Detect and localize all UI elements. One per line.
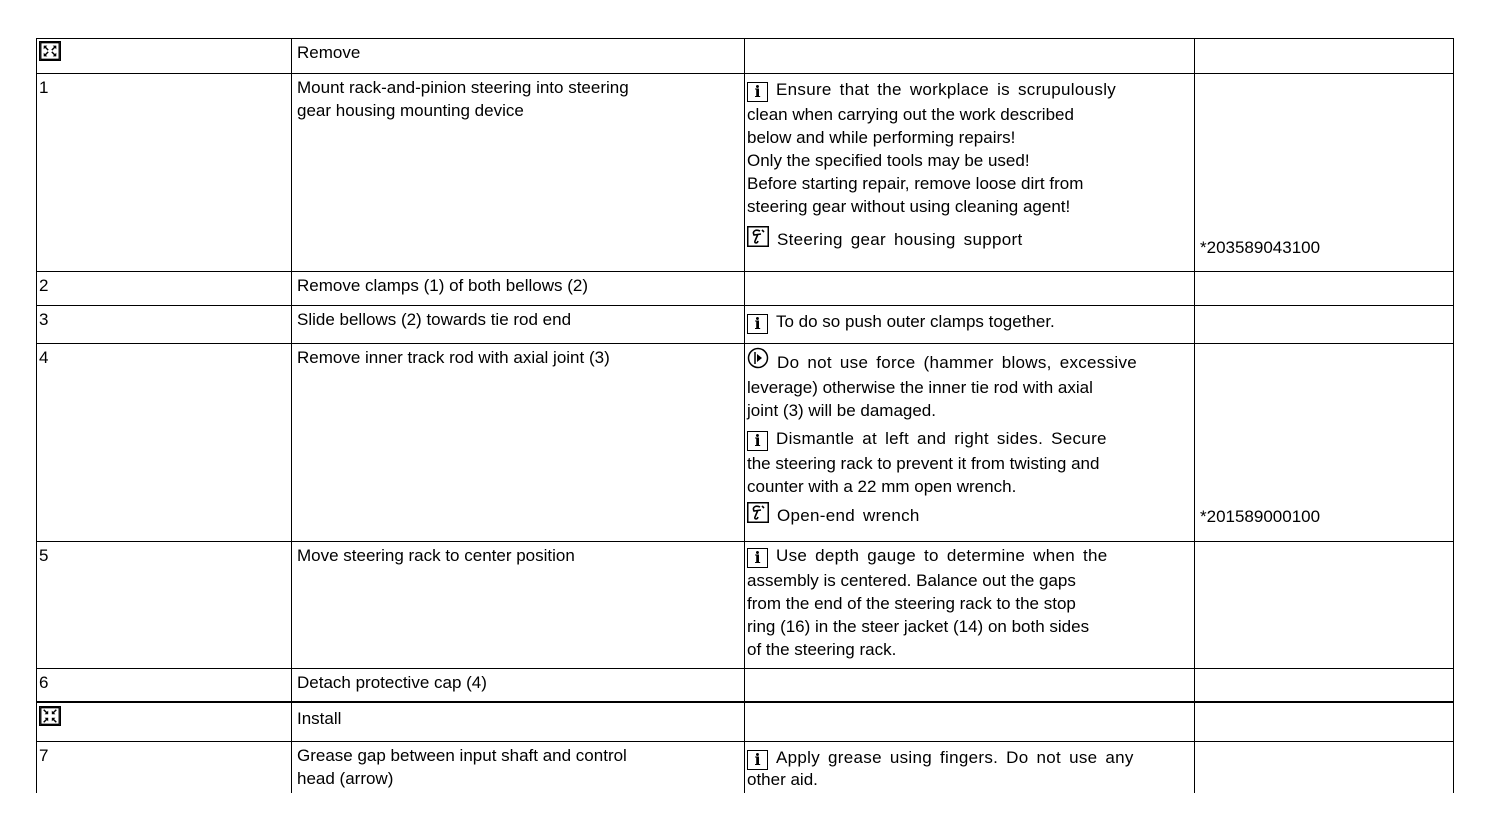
special-tool-icon (747, 502, 769, 523)
notes-cell (744, 272, 1194, 305)
step-action: Remove clamps (1) of both bellows (2) (291, 272, 744, 305)
part-number-cell (1194, 272, 1454, 305)
note-lead: To do so push outer clamps together. (776, 312, 1055, 331)
section-row-remove (36, 38, 1454, 74)
caution-note (747, 347, 1191, 422)
action-line: Grease gap between input shaft and control (297, 746, 627, 765)
part-number-cell (1194, 74, 1454, 271)
info-note (747, 543, 1191, 661)
note-line: Only the specified tools may be used! (747, 151, 1030, 170)
step-number: 4 (36, 344, 291, 541)
info-icon: i (747, 82, 768, 102)
notes-cell (744, 39, 1194, 73)
info-note (747, 77, 1191, 218)
notes-cell (744, 306, 1194, 343)
step-number: 2 (36, 272, 291, 305)
special-tool-note (747, 226, 1191, 253)
table-row-step-4 (36, 344, 1454, 542)
note-line: leverage) otherwise the inner tie rod with axial (747, 378, 1093, 397)
action-line: head (arrow) (297, 769, 394, 788)
info-icon: i (747, 750, 768, 770)
note-line: steering gear without using cleaning agent! (747, 197, 1071, 216)
action-line: Mount rack-and-pinion steering into steering (297, 78, 629, 97)
note-line: ring (16) in the steer jacket (14) on both sides (747, 617, 1090, 636)
notes-cell (744, 542, 1194, 668)
note-line: the steering rack to prevent it from twisting and (747, 454, 1100, 473)
info-icon: i (747, 314, 768, 334)
info-icon: i (747, 548, 768, 568)
table-row-step-2 (36, 272, 1454, 306)
notes-cell (744, 669, 1194, 701)
step-number: 5 (36, 542, 291, 668)
info-note (747, 426, 1191, 498)
part-number-cell (1194, 669, 1454, 701)
notes-cell (744, 703, 1194, 741)
notes-cell (744, 344, 1194, 541)
notes-cell (744, 74, 1194, 271)
part-number-cell (1194, 344, 1454, 541)
caution-circle-icon (747, 347, 769, 369)
section-icon-cell (36, 39, 291, 73)
table-row-step-5 (36, 542, 1454, 669)
part-number-cell (1194, 39, 1454, 73)
note-lead: Ensure that the workplace is scrupulously (776, 80, 1117, 99)
note-line: from the end of the steering rack to the stop (747, 594, 1076, 613)
step-number: 7 (36, 742, 291, 812)
note-lead: Apply grease using fingers. Do not use any (776, 748, 1134, 767)
special-tool-note (747, 502, 1191, 529)
step-action: Detach protective cap (4) (291, 669, 744, 701)
note-line: other aid. (747, 770, 818, 789)
section-icon-cell (36, 703, 291, 741)
note-line: joint (3) will be damaged. (747, 401, 936, 420)
part-number-cell (1194, 542, 1454, 668)
note-line: Before starting repair, remove loose dirt from (747, 174, 1084, 193)
note-lead: Use depth gauge to determine when the (776, 546, 1108, 565)
step-number: 3 (36, 306, 291, 343)
note-line: assembly is centered. Balance out the gaps (747, 571, 1076, 590)
step-action: Remove inner track rod with axial joint (3) (291, 344, 744, 541)
install-arrows-inward-icon (39, 706, 61, 726)
action-line: gear housing mounting device (297, 101, 524, 120)
part-number: *201589000100 (1200, 507, 1321, 526)
table-row-step-1 (36, 74, 1454, 272)
note-lead: Dismantle at left and right sides. Secure (776, 429, 1107, 448)
note-line: counter with a 22 mm open wrench. (747, 477, 1017, 496)
info-note (747, 309, 1191, 335)
note-lead: Do not use force (hammer blows, excessive (777, 353, 1138, 372)
section-title: Install (291, 703, 744, 741)
tool-name: Steering gear housing support (777, 230, 1023, 249)
tool-name: Open-end wrench (777, 506, 920, 525)
table-row-step-6 (36, 669, 1454, 703)
remove-arrows-outward-icon (39, 41, 61, 61)
table-row-step-3 (36, 306, 1454, 344)
special-tool-icon (747, 226, 769, 247)
part-number-cell (1194, 703, 1454, 741)
note-line: clean when carrying out the work described (747, 105, 1074, 124)
section-row-install (36, 703, 1454, 742)
step-number: 1 (36, 74, 291, 271)
step-action (291, 74, 744, 271)
part-number-cell (1194, 306, 1454, 343)
step-action: Slide bellows (2) towards tie rod end (291, 306, 744, 343)
section-title: Remove (291, 39, 744, 73)
step-number: 6 (36, 669, 291, 701)
info-icon: i (747, 431, 768, 451)
repair-procedure-table (36, 38, 1454, 812)
note-line: of the steering rack. (747, 640, 897, 659)
step-action: Move steering rack to center position (291, 542, 744, 668)
note-line: below and while performing repairs! (747, 128, 1016, 147)
page-bottom-margin (0, 793, 1504, 834)
info-note (747, 745, 1191, 789)
part-number: *203589043100 (1200, 238, 1321, 257)
